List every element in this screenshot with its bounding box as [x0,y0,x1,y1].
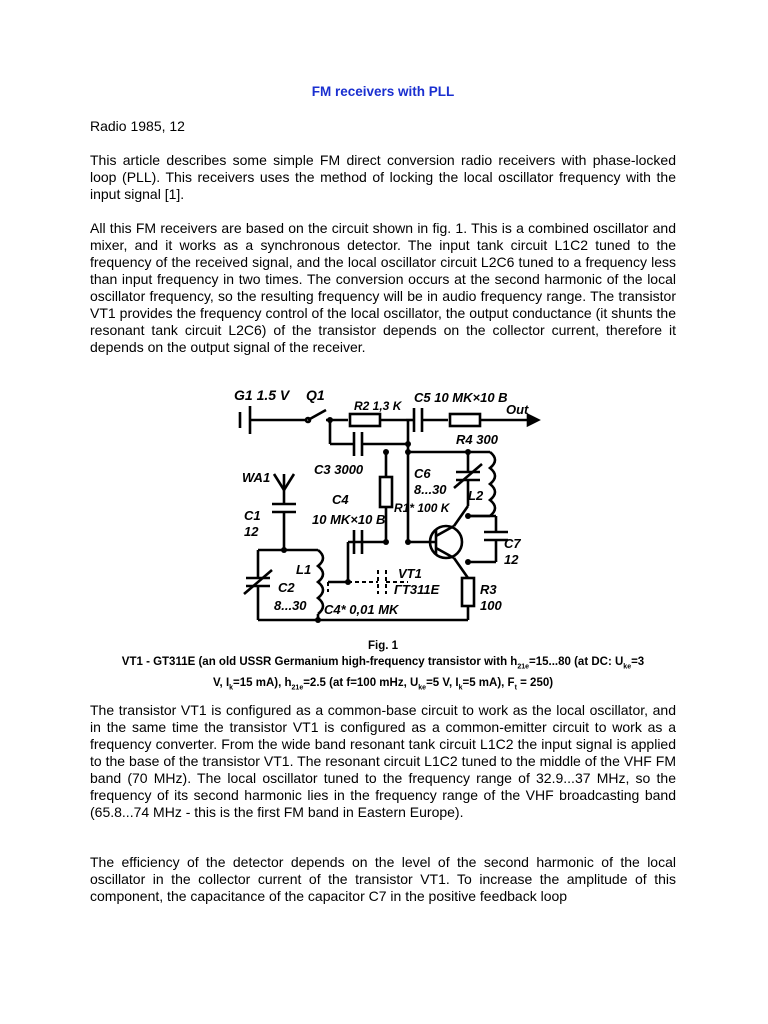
caption-text: =5 V, I [426,677,459,690]
label-q1: Q1 [306,387,325,403]
caption-sub: k [229,684,234,692]
label-c4: C4 [332,492,349,507]
label-c2: C2 [278,580,295,595]
caption-text: = 250) [516,677,554,690]
source-line: Radio 1985, 12 [90,118,185,134]
label-r3-value: 100 [480,598,502,613]
caption-text: =3 [631,656,645,668]
label-c7: C7 [504,536,521,551]
label-l2: L2 [468,488,484,503]
paragraph-circuit: All this FM receivers are based on the circuit shown in fig. 1. This is a combined oscillator and mixer, and it works as a synchronous detector. The input tank circuit L1C2 tuned to the frequency of the received signal, and the local oscillator circuit L2C6 tuned to a frequency less than input frequency in two times. The conversion occurs at the second harmonic of the local oscillator frequency, so the resulting frequency will be in audio frequency range. The transistor VT1 provides the frequency control of the local oscillator, the output conductance (it shunts the resonant tank circuit L2C6) of the transistor depends on the collector current, therefore it depends on the output signal of the receiver. [90,220,676,355]
label-g1: G1 1.5 V [234,387,290,403]
caption-text: =5 mA), F [462,677,515,690]
caption-sub: k [458,684,463,692]
label-r1: R1* 100 K [394,501,450,515]
label-c1-value: 12 [244,524,259,539]
figure-label: Fig. 1 [367,640,399,652]
caption-sub: ke [418,684,427,692]
caption-sub: ke [623,663,632,671]
caption-text: =15...80 (at DC: U [529,656,624,668]
paragraph-intro: This article describes some simple FM direct conversion radio receivers with phase-locked loop (PLL). This receivers uses the method of locking the local oscillator frequency with the input signal [1]. [90,152,676,202]
circuit-schematic [228,382,548,632]
label-c5: C5 10 MK×10 B [414,390,508,405]
label-vt1: VT1 [398,566,422,581]
caption-text: VT1 - GT311E (an old USSR Germanium high-frequency transistor with h [121,656,518,668]
label-c2-value: 8...30 [274,598,307,613]
figure-caption [90,654,676,697]
label-wa1: WA1 [242,470,271,485]
caption-text: =2.5 (at f=100 mHz, U [303,677,419,690]
label-c1: C1 [244,508,261,523]
caption-sub: 21e [291,684,304,692]
paragraph-transistor: The transistor VT1 is configured as a common-base circuit to work as the local oscillator, and in the same time the transistor VT1 is configured as a common-emitter circuit to work as a frequency converter. From the wide band resonant tank circuit L1C2 the input signal is applied to the base of the transistor VT1. The resonant circuit L1C2 tuned to the middle of the VHF FM band (70 MHz). The local oscillator tuned to the frequency range of 32.9...37 MHz, so the frequency of its second harmonic lies in the frequency range of the VHF broadcasting band (65.8...74 MHz - this is the first FM band in Eastern Europe). [90,702,676,820]
caption-sub: t [514,684,517,692]
label-c4-value: 10 MK×10 B [312,512,386,527]
caption-sub: 21e [517,663,530,671]
caption-text: V, I [212,677,230,690]
label-r2: R2 1,3 K [354,399,402,413]
label-r4: R4 300 [456,432,498,447]
paragraph-efficiency: The efficiency of the detector depends on the level of the second harmonic of the local oscillator in the collector current of the transistor VT1. To increase the amplitude of this component, the capacitance of the capacitor C7 in the positive feedback loop [90,854,676,904]
caption-text: =15 mA), h [233,677,292,690]
label-c7-value: 12 [504,552,519,567]
label-l1: L1 [296,562,312,577]
label-c6: C6 [414,466,431,481]
page-title: FM receivers with PLL [311,84,455,99]
label-c4-star: C4* 0,01 MK [324,602,399,617]
label-c3: C3 3000 [314,462,364,477]
label-out: Out [506,402,529,417]
label-vt1-type: ГT311E [394,582,440,597]
label-c6-value: 8...30 [414,482,447,497]
label-r3: R3 [480,582,497,597]
schematic-svg [228,382,548,632]
